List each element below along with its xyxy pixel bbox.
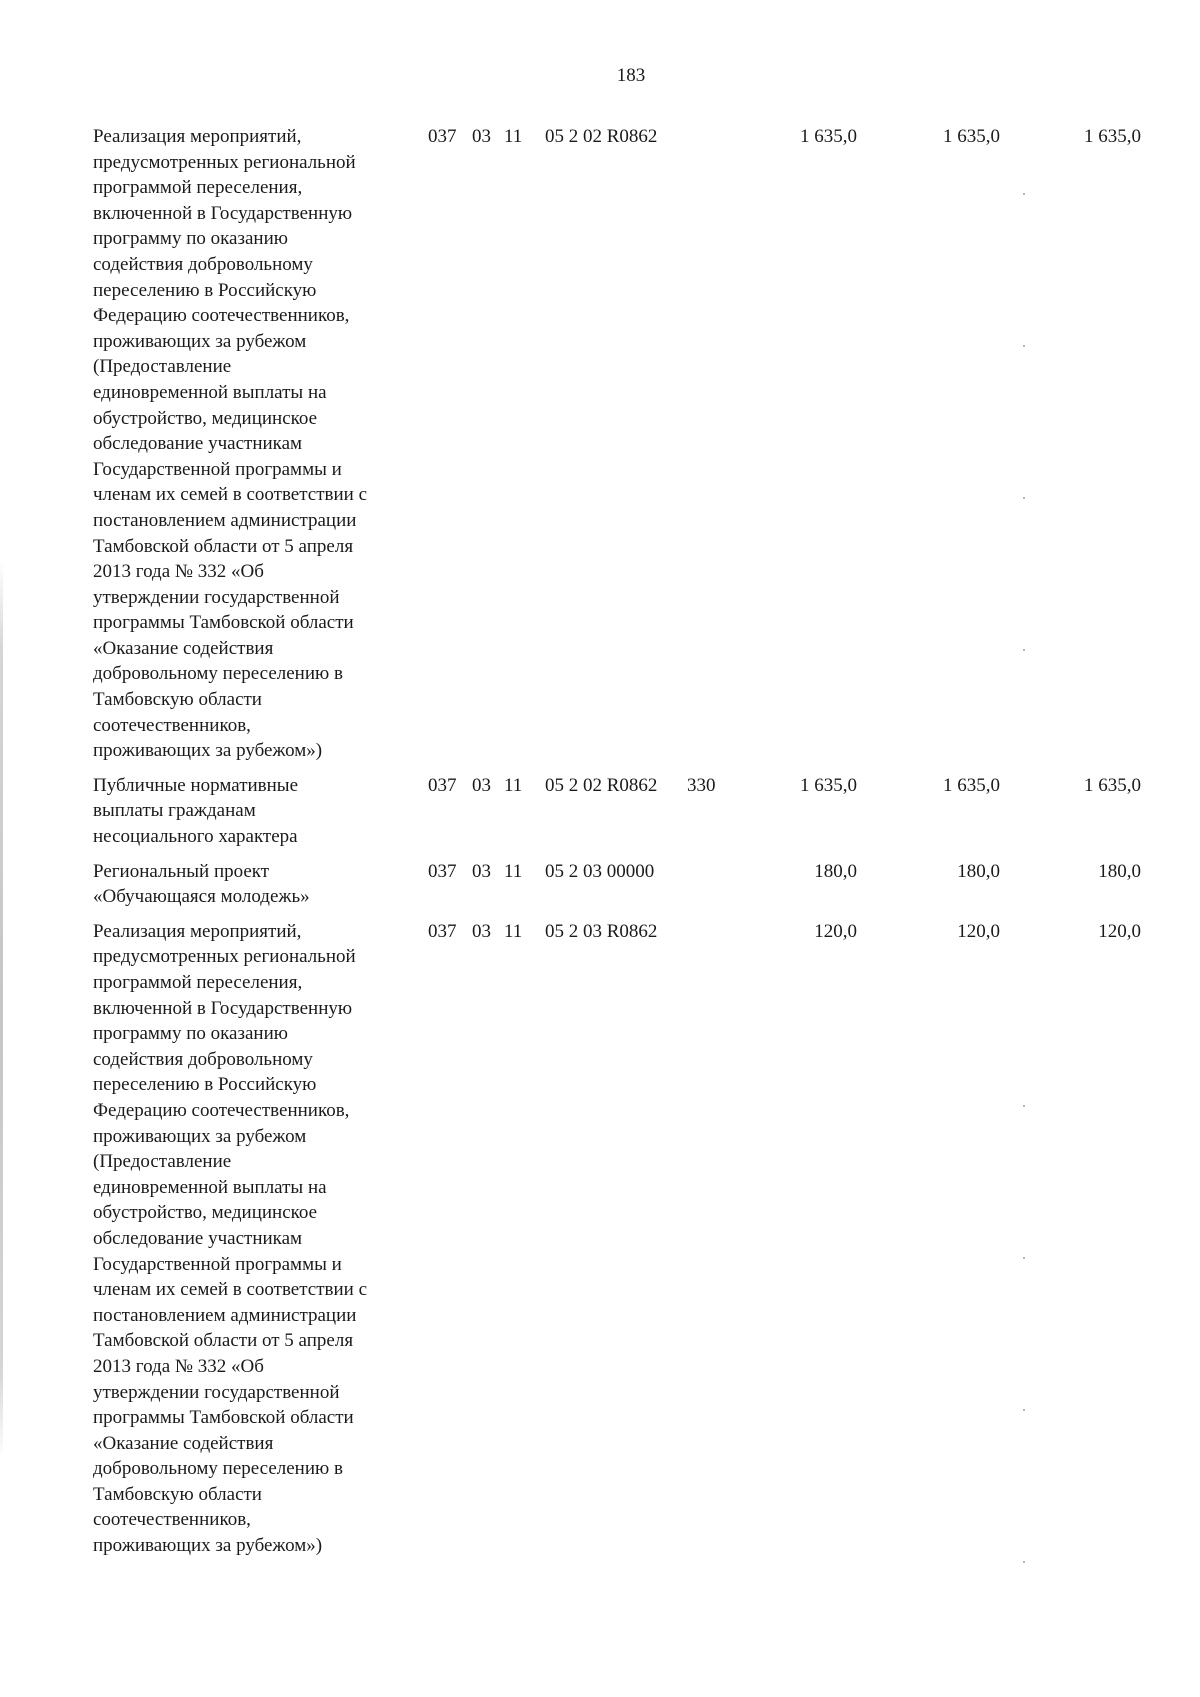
row-amount-year-2: 120,0 — [957, 920, 1000, 942]
row-section-code: 03 — [472, 774, 491, 796]
row-target-article-code: 05 2 02 R0862 — [545, 774, 658, 796]
row-subsection-code: 11 — [504, 126, 523, 147]
row-target-article-code: 05 2 02 R0862 — [545, 126, 658, 147]
scan-speck — [1023, 649, 1025, 651]
row-amount-year-2: 1 635,0 — [943, 126, 1000, 147]
row-name: Региональный проект «Обучающаяся молодежь» — [93, 860, 310, 908]
row-target-article-code: 05 2 03 R0862 — [545, 920, 658, 942]
page-number: 183 — [616, 65, 646, 86]
scan-speck — [1023, 1105, 1025, 1107]
row-target-article-code: 05 2 03 00000 — [545, 860, 655, 882]
budget-table — [93, 124, 1165, 1559]
row-section-code: 03 — [472, 920, 491, 942]
row-name: Публичные нормативные выплаты гражданам несоциального характера — [93, 774, 299, 848]
scan-edge-shadow — [0, 560, 3, 1460]
row-subsection-code: 11 — [504, 774, 523, 796]
row-department-code: 037 — [428, 920, 457, 942]
scan-speck — [1023, 1409, 1025, 1411]
scan-speck — [1023, 497, 1025, 499]
table-row — [93, 919, 1165, 1559]
scan-speck — [1023, 345, 1025, 347]
row-subsection-code: 11 — [504, 920, 523, 942]
row-amount-year-1: 180,0 — [814, 860, 857, 882]
row-amount-year-3: 120,0 — [1098, 920, 1141, 942]
scan-speck — [1023, 193, 1025, 195]
row-section-code: 03 — [472, 860, 491, 882]
row-amount-year-2: 1 635,0 — [943, 774, 1000, 796]
row-department-code: 037 — [428, 774, 457, 796]
row-amount-year-3: 1 635,0 — [1084, 774, 1141, 796]
scan-speck — [1023, 1257, 1025, 1259]
row-department-code: 037 — [428, 860, 457, 882]
row-amount-year-3: 1 635,0 — [1084, 126, 1141, 147]
row-expense-type-code — [687, 124, 747, 764]
row-name: Реализация мероприятий, предусмотренных региональной программой переселения, включенной в Государственную программу по оказанию содействия добровольному переселению в Российскую Федерацию соотечественников, проживающих за рубежом (Предоставление единовременной выплаты на обустройство, медицинское обследование участникам Государственной программы и членам их семей в соответствии с постановлением администрации Тамбовской области от 5 апреля 2013 года № 332 «Об утверждении государственной программы Тамбовской области «Оказание содействия добровольному переселению в Тамбовскую области соотечественников, проживающих за рубежом») — [93, 126, 367, 762]
table-row — [93, 124, 1165, 764]
row-amount-year-3: 180,0 — [1098, 860, 1141, 882]
scan-speck — [1023, 1561, 1025, 1563]
row-expense-type-code: 330 — [687, 774, 716, 796]
table-row — [93, 773, 1165, 850]
row-amount-year-1: 120,0 — [814, 920, 857, 942]
row-department-code: 037 — [428, 126, 457, 147]
row-expense-type-code — [687, 859, 747, 910]
row-name: Реализация мероприятий, предусмотренных региональной программой переселения, включенной в Государственную программу по оказанию содействия добровольному переселению в Российскую Федерацию соотечественников, проживающих за рубежом (Предоставление единовременной выплаты на обустройство, медицинское обследование участникам Государственной программы и членам их семей в соответствии с постановлением администрации Тамбовской области от 5 апреля 2013 года № 332 «Об утверждении государственной программы Тамбовской области «Оказание содействия добровольному переселению в Тамбовскую области соотечественников, проживающих за рубежом») — [93, 920, 367, 1557]
row-expense-type-code — [687, 919, 747, 1559]
row-amount-year-2: 180,0 — [957, 860, 1000, 882]
row-subsection-code: 11 — [504, 860, 523, 882]
row-section-code: 03 — [472, 126, 491, 147]
table-row — [93, 859, 1165, 910]
row-amount-year-1: 1 635,0 — [800, 126, 857, 147]
row-amount-year-1: 1 635,0 — [800, 774, 857, 796]
